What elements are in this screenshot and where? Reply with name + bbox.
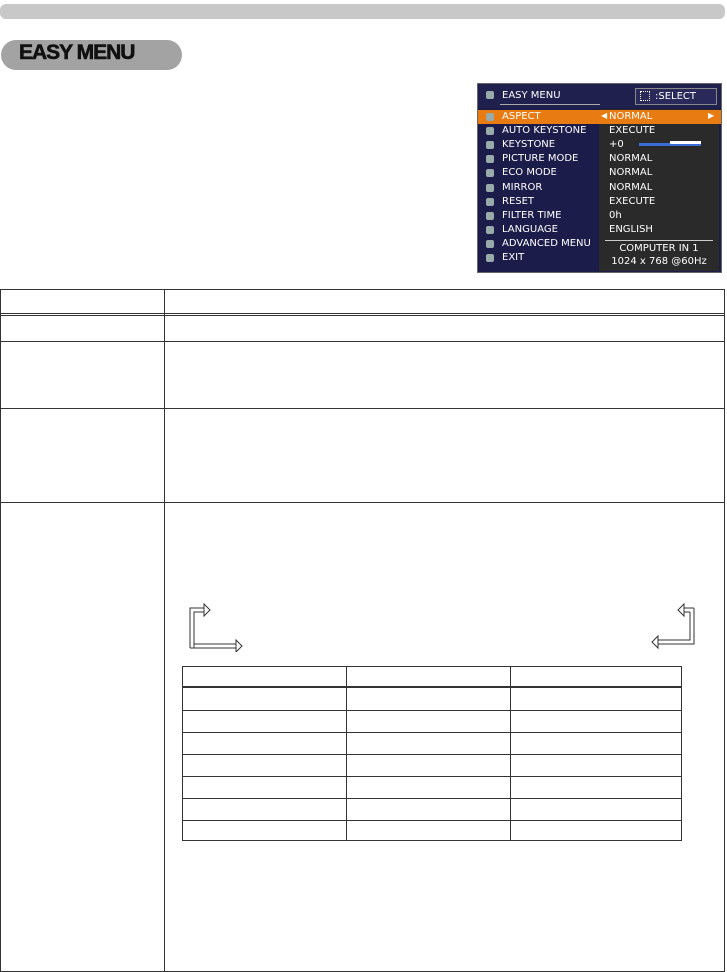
osd-item-aspect[interactable]: [478, 110, 721, 124]
osd-menu: [477, 83, 722, 273]
osd-header: [478, 84, 721, 108]
osd-select-hint: [635, 88, 717, 105]
menu-icon: [486, 91, 494, 99]
osd-item-filter-time[interactable]: [478, 209, 721, 223]
aspect-table-row-divider: [183, 732, 681, 733]
osd-source: COMPUTER IN 1: [619, 243, 699, 254]
aspect-table-row-divider: [183, 754, 681, 755]
filter-time-icon: [486, 212, 494, 220]
select-icon: [640, 91, 650, 101]
osd-item-eco-mode[interactable]: [478, 166, 721, 180]
aspect-table-row-divider: [183, 798, 681, 799]
osd-item-label: RESET: [502, 195, 535, 207]
osd-item-value: ENGLISH: [609, 223, 653, 235]
osd-item-label: FILTER TIME: [502, 209, 562, 221]
eco-mode-icon: [486, 169, 494, 177]
exit-icon: [486, 254, 494, 262]
header-divider: [1, 313, 724, 316]
right-arrow-icon[interactable]: ▶: [708, 111, 715, 120]
osd-title: EASY MENU: [502, 90, 561, 101]
row-divider: [1, 341, 724, 342]
osd-item-label: ADVANCED MENU: [502, 237, 591, 249]
osd-item-value: EXECUTE: [609, 125, 656, 137]
osd-item-label: LANGUAGE: [502, 223, 558, 235]
osd-item-label: ECO MODE: [502, 167, 557, 179]
osd-item-label: ASPECT: [502, 111, 541, 122]
aspect-table-row-divider: [183, 776, 681, 777]
reset-icon: [486, 198, 494, 206]
osd-item-mirror[interactable]: [478, 181, 721, 195]
osd-footer-divider: [605, 240, 713, 241]
cycle-arrow-right: [648, 600, 698, 652]
left-arrow-icon[interactable]: ◀: [601, 111, 608, 120]
mirror-icon: [486, 184, 494, 192]
osd-item-value: NORMAL: [609, 167, 653, 179]
osd-item-auto-keystone[interactable]: [478, 124, 721, 138]
description-table: [0, 289, 725, 972]
page-title: EASY MENU: [19, 41, 135, 64]
keystone-slider-fill: [670, 141, 701, 144]
osd-item-label: KEYSTONE: [502, 139, 556, 151]
auto-keystone-icon: [486, 127, 494, 135]
osd-item-picture-mode[interactable]: [478, 152, 721, 166]
row-divider: [1, 408, 724, 409]
top-banner: [0, 4, 725, 19]
osd-item-label: AUTO KEYSTONE: [502, 125, 587, 137]
language-icon: [486, 226, 494, 234]
osd-resolution: 1024 x 768 @60Hz: [611, 256, 707, 267]
osd-item-label: EXIT: [502, 252, 525, 263]
aspect-table-row-divider: [183, 710, 681, 711]
picture-mode-icon: [486, 155, 494, 163]
osd-item-reset[interactable]: [478, 195, 721, 209]
advanced-menu-icon: [486, 240, 494, 248]
aspect-table-header-divider: [183, 686, 681, 688]
keystone-icon: [486, 141, 494, 149]
column-divider: [164, 290, 165, 971]
osd-item-value: NORMAL: [609, 181, 653, 193]
aspect-table: [182, 666, 682, 841]
osd-item-language[interactable]: [478, 223, 721, 237]
cycle-arrow-left: [186, 600, 246, 652]
aspect-table-row-divider: [183, 820, 681, 821]
osd-item-value: 0h: [609, 209, 622, 221]
aspect-icon: [486, 113, 494, 121]
osd-item-value: NORMAL: [609, 111, 653, 122]
osd-item-value: +0: [609, 139, 624, 151]
row-divider: [1, 502, 724, 503]
osd-item-keystone[interactable]: [478, 138, 721, 152]
osd-title-underline: [500, 104, 600, 105]
osd-item-value: EXECUTE: [609, 195, 656, 207]
osd-item-label: PICTURE MODE: [502, 153, 579, 165]
osd-item-value: NORMAL: [609, 153, 653, 165]
osd-select-label: :SELECT: [655, 91, 697, 102]
osd-item-label: MIRROR: [502, 181, 543, 193]
